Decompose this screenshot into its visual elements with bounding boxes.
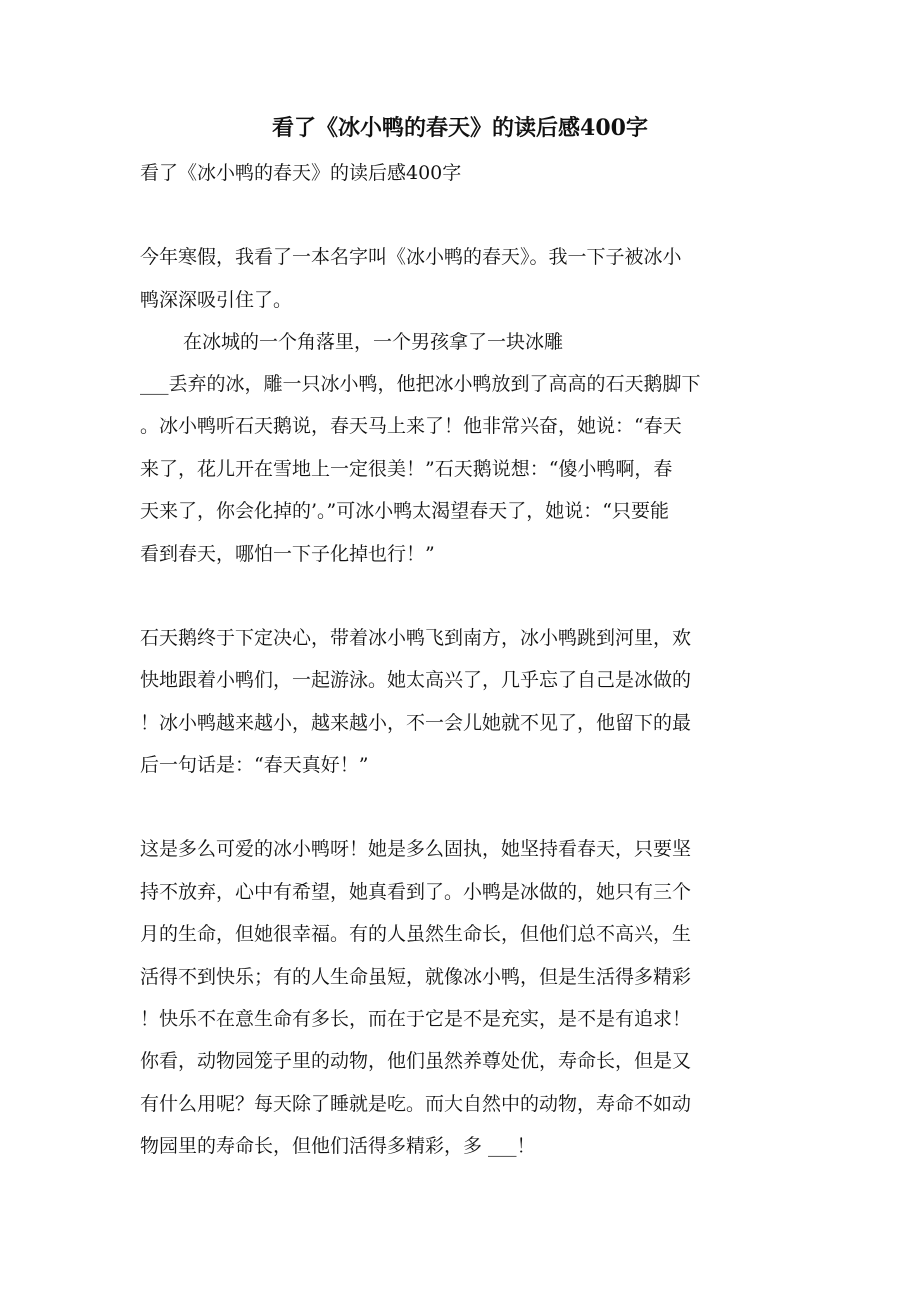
text-line: ___丢弃的冰，雕一只冰小鸭，他把冰小鸭放到了高高的石天鹅脚下 bbox=[140, 373, 701, 395]
text-line: 在冰城的一个角落里，一个男孩拿了一块冰雕 bbox=[183, 331, 564, 353]
text-line: 物园里的寿命长，但他们活得多精彩，多 ___！ bbox=[140, 1135, 536, 1157]
document-title: 看了《冰小鸭的春天》的读后感400字 bbox=[272, 115, 648, 141]
text-line: 来了，花儿开在雪地上一定很美！”石天鹅说想：“傻小鸭啊，春 bbox=[140, 458, 673, 480]
text-line: 看到春天，哪怕一下子化掉也行！” bbox=[140, 543, 435, 565]
text-line: 持不放弃，心中有希望，她真看到了。小鸭是冰做的，她只有三个 bbox=[140, 881, 692, 903]
text-line: 今年寒假，我看了一本名字叫《冰小鸭的春天》。我一下子被冰小 bbox=[140, 246, 682, 268]
text-line: 天来了，你会化掉的’。”可冰小鸭太渴望春天了，她说：“只要能 bbox=[140, 500, 669, 522]
text-line: ！快乐不在意生命有多长，而在于它是不是充实，是不是有追求！ bbox=[140, 1008, 692, 1030]
text-line: 快地跟着小鸭们，一起游泳。她太高兴了，几乎忘了自己是冰做的 bbox=[140, 669, 692, 691]
text-line: 活得不到快乐；有的人生命虽短，就像冰小鸭，但是生活得多精彩 bbox=[140, 966, 692, 988]
text-line: 你看，动物园笼子里的动物，他们虽然养尊处优，寿命长，但是又 bbox=[140, 1050, 692, 1072]
text-line: ！冰小鸭越来越小，越来越小，不一会儿她就不见了，他留下的最 bbox=[140, 712, 692, 734]
text-line: 鸭深深吸引住了。 bbox=[140, 289, 293, 311]
text-line: 。冰小鸭听石天鹅说，春天马上来了！他非常兴奋，她说：“春天 bbox=[140, 415, 682, 437]
text-line: 这是多么可爱的冰小鸭呀！她是多么固执，她坚持看春天，只要坚 bbox=[140, 838, 692, 860]
text-line: 月的生命，但她很幸福。有的人虽然生命长，但他们总不高兴，生 bbox=[140, 923, 692, 945]
subtitle-line: 看了《冰小鸭的春天》的读后感400字 bbox=[140, 162, 462, 184]
text-line: 有什么用呢？每天除了睡就是吃。而大自然中的动物，寿命不如动 bbox=[140, 1093, 692, 1115]
text-line: 石天鹅终于下定决心，带着冰小鸭飞到南方，冰小鸭跳到河里，欢 bbox=[140, 627, 692, 649]
text-line: 后一句话是：“春天真好！” bbox=[140, 754, 369, 776]
